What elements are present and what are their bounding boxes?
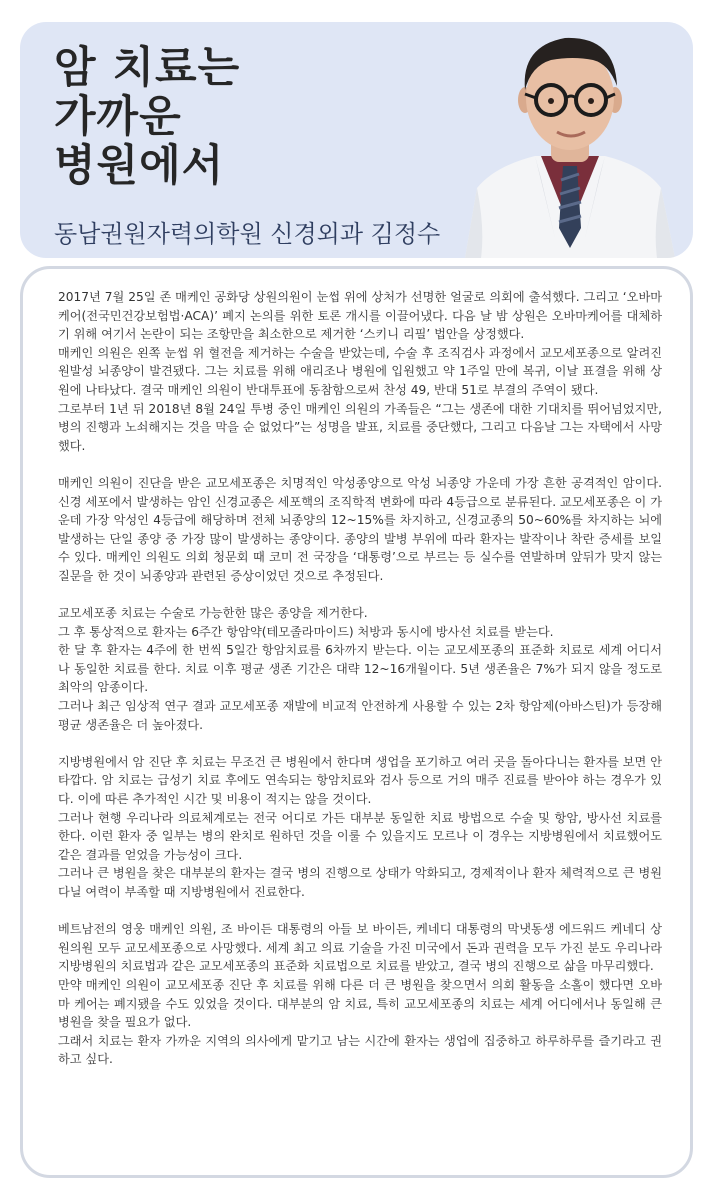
paragraph (58, 920, 662, 1069)
text-line: 만약 매케인 의원이 교모세포종 진단 후 치료를 위해 다른 더 큰 병원을 찾으면서 의회 활동을 소홀이 했다면 오바마 케어는 폐지됐을 수도 있었을 것이다. 대부분의 암 치료, 특히 교모세포종의 치료는 세계 어디에서나 동일해 큰 병원을 찾을 필요가 없다. (58, 977, 662, 1030)
text-line: 그러나 현행 우리나라 의료체계로는 전국 어디로 가든 대부분 동일한 치료 방법으로 수술 및 항암, 방사선 치료를 한다. 이런 환자 중 일부는 병의 완치로 원하던 것을 이룰 수 있을지도 모르나 이 경우는 지방병원에서 치료했어도 같은 결과를 얻었을 가능성이 크다. (58, 810, 662, 862)
text-line: 매케인 의원은 왼쪽 눈썹 위 혈전을 제거하는 수술을 받았는데, 수술 후 조직검사 과정에서 교모세포종으로 알려진 원발성 뇌종양이 발견됐다. 그는 치료를 위해 애리조나 병원에 입원했고 약 1주일 만에 복귀, 이날 표결을 위해 상원에 나타났다. 결국 매케인 의원이 반대투표에 동참함으로써 찬성 49, 반대 51로 부결의 주역이 됐다. (58, 345, 662, 397)
paragraph (58, 604, 662, 734)
article-card (20, 266, 693, 1178)
header-banner (20, 22, 693, 258)
text-line: 지방병원에서 암 진단 후 치료는 무조건 큰 병원에서 한다며 생업을 포기하고 여러 곳을 돌아다니는 환자를 보면 안타깝다. 암 치료는 급성기 치료 후에도 연속되는 항암치료와 검사 등으로 거의 매주 진료를 받아야 하는 경우가 있다. 이에 따른 추가적인 시간 및 비용이 적지는 않을 것이다. (58, 754, 662, 807)
text-line: 그래서 치료는 환자 가까운 지역의 의사에게 맡기고 남는 시간에 환자는 생업에 집중하고 하루하루를 즐기라고 권하고 싶다. (58, 1033, 662, 1067)
text-line: 그러나 최근 임상적 연구 결과 교모세포종 재발에 비교적 안전하게 사용할 수 있는 2차 항암제(아바스틴)가 등장해 평균 생존율은 더 높아졌다. (58, 699, 662, 732)
paragraph (58, 474, 662, 586)
text-line: 그 후 통상적으로 환자는 6주간 항암약(테모졸라마이드) 처방과 동시에 방사선 치료를 받는다. (58, 624, 554, 639)
title-line: 암 치료는 (54, 43, 241, 93)
paragraph (58, 753, 662, 902)
text-line: 베트남전의 영웅 매케인 의원, 조 바이든 대통령의 아들 보 바이든, 케네디 대통령의 막냇동생 에드워드 케네디 상원의원 모두 교모세포종으로 사망했다. 세계 최고 의료 기술을 가진 미국에서 돈과 권력을 모두 가진 분도 우리나라 지방병원의 치료법과 같은 교모세포종의 표준화 치료법으로 치료를 받았고, 결국 병의 진행으로 삶을 마무리했다. (58, 922, 662, 974)
text-line: 2017년 7월 25일 존 매케인 공화당 상원의원이 눈썹 위에 상처가 선명한 얼굴로 의회에 출석했다. 그리고 ‘오바마 케어(전국민건강보험법·ACA)’ 폐지 논의를 위한 토론 개시를 이끌어냈다. 다음 날 밤 상원은 오바마케어를 대체하기 위해 여기서 논란이 되는 조항만을 최소한으로 제거한 ‘스키니 리필’ 법안을 상정했다. (58, 290, 662, 342)
paragraph (58, 288, 662, 455)
text-line: 교모세포종 치료는 수술로 가능한한 많은 종양을 제거한다. (58, 606, 368, 621)
article-body (58, 288, 662, 1069)
text-line: 그로부터 1년 뒤 2018년 8월 24일 투병 중인 매케인 의원의 가족들은 “그는 생존에 대한 기대치를 뛰어넘었지만, 병의 진행과 노쇠해지는 것을 막을 순 없었다”는 성명을 발표, 치료를 중단했다, 그리고 다음날 그는 자택에서 사망했다. (58, 401, 662, 453)
title-line: 가까운 (54, 92, 182, 142)
author-portrait (455, 28, 679, 258)
author-byline: 동남권원자력의학원 신경외과 김정수 (54, 220, 441, 248)
text-line: 매케인 의원이 진단을 받은 교모세포종은 치명적인 악성종양으로 악성 뇌종양 가운데 가장 흔한 공격적인 암이다. 신경 세포에서 발생하는 암인 신경교종은 세포핵의 조직학적 변화에 따라 4등급으로 분류된다. 교모세포종은 이 가운데 가장 악성인 4등급에 해당하며 전체 뇌종양의 12~15%를 차지하고, 신경교종의 50~60%를 차지하는 뇌에 발생하는 단일 종양 중 가장 많이 발생하는 종양이다. 종양의 발병 부위에 따라 환자는 발작이나 착란 증세를 보일 수 있다. 매케인 의원도 의회 청문회 때 코미 전 국장을 ‘대통령’으로 부르는 등 실수를 연발하며 앞뒤가 맞지 않는 질문을 한 것이 뇌종양과 관련된 증상이었던 것으로 추정된다. (58, 475, 662, 583)
text-line: 그러나 큰 병원을 찾은 대부분의 환자는 결국 병의 진행으로 상태가 악화되고, 경제적이나 환자 체력적으로 큰 병원 다닐 여력이 부족할 때 지방병원에서 진료한다. (58, 866, 662, 899)
article-title (54, 44, 240, 191)
text-line: 한 달 후 환자는 4주에 한 번씩 5일간 항암치료를 6차까지 받는다. 이는 교모세포종의 표준화 치료로 세계 어디서나 동일한 치료를 한다. 치료 이후 평균 생존 기간은 대략 12~16개월이다. 5년 생존율은 7%가 되지 않을 정도로 최악의 암종이다. (58, 643, 662, 695)
title-line: 병원에서 (54, 141, 225, 191)
